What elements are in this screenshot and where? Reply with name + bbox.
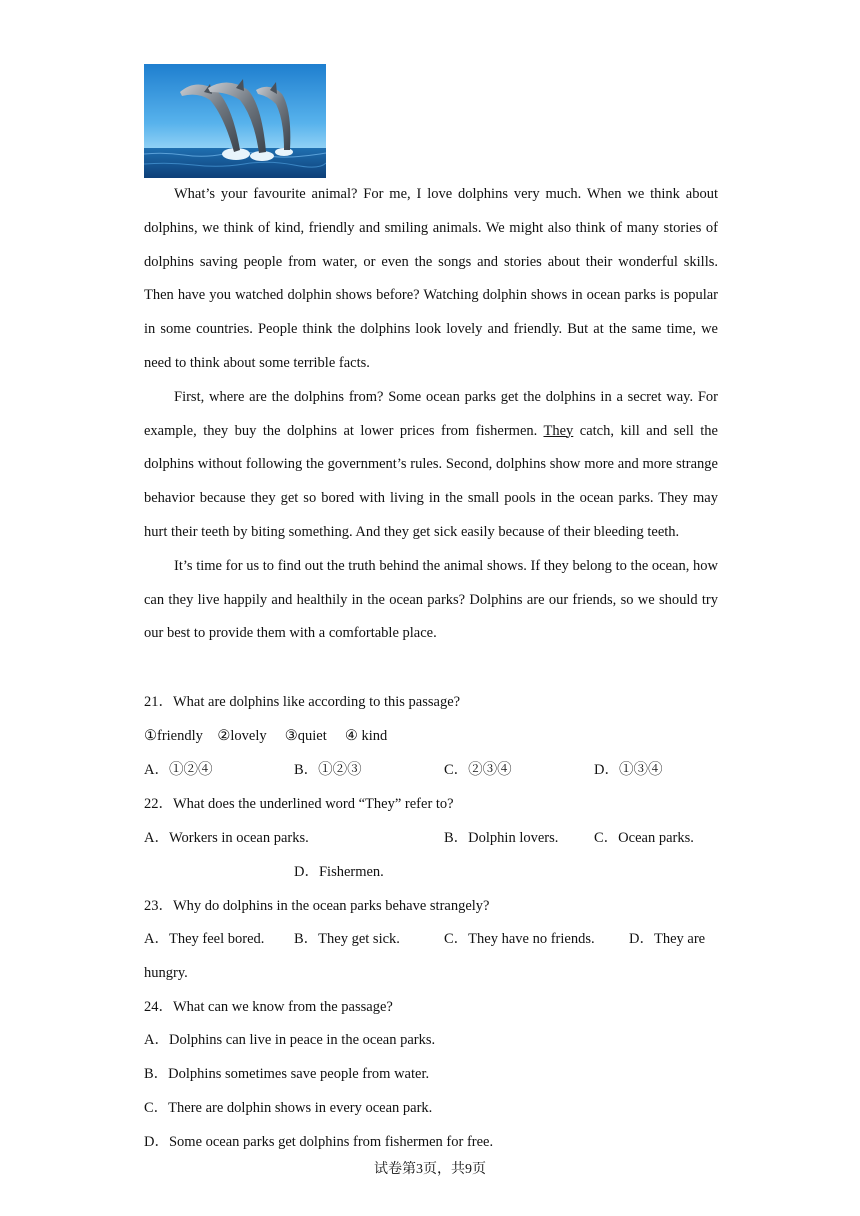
question-24-option-c[interactable]: C．There are dolphin shows in every ocean park. (144, 1100, 433, 1116)
dolphins-image (144, 64, 326, 178)
question-23-option-d-continued[interactable]: hungry. (144, 965, 188, 981)
passage-paragraph-3: It’s time for us to find out the truth behind the animal shows. If they belong to the ocean, how can they live happily and healthily in the ocean parks? Dolphins are our friends, so we should try our best to provide them with a comfortable place. (144, 557, 718, 642)
question-23-option-c[interactable]: C．They have no friends. (444, 931, 595, 947)
passage-paragraph-1: What’s your favourite animal? For me, I love dolphins very much. When we think about dolphins, we think of kind, friendly and smiling animals. We might also think of many stories of dolphins saving people from water, or even the songs and stories about their wonderful skills. Then have you watched dolphin shows before? Watching dolphin shows in ocean parks is popular in some countries. People think the dolphins look lovely and friendly. But at the same time, we need to think about some terrible facts. (144, 186, 718, 371)
passage-paragraph-2-part-2: catch, kill and sell the dolphins without following the government’s rules. Second, dolphins show more and more strange behavior because they get so bored with living in the small pools in the ocean parks. They may hurt their teeth by biting something. And they get sick easily because of their bleeding teeth. (144, 422, 718, 540)
question-21-option-a[interactable]: A．①②④ (144, 762, 213, 778)
question-22-option-d[interactable]: D．Fishermen. (294, 864, 384, 880)
question-24-option-d[interactable]: D．Some ocean parks get dolphins from fishermen for free. (144, 1134, 494, 1150)
question-21-items: ①friendly ②lovely ③quiet ④ kind (144, 728, 388, 744)
question-22-stem: 22．What does the underlined word “They” refer to? (144, 796, 454, 812)
page-footer: 试卷第3页，共9页 (374, 1162, 486, 1177)
passage-paragraph-2-part-1: First, where are the dolphins from? Some ocean parks get the dolphins in a secret way. For example, they buy the dolphins at lower prices from fishermen. (144, 388, 718, 439)
question-22-option-c[interactable]: C．Ocean parks. (594, 830, 694, 846)
question-21-option-d[interactable]: D．①③④ (594, 762, 663, 778)
question-21-stem: 21．What are dolphins like according to this passage? (144, 694, 461, 710)
question-24-option-b[interactable]: B．Dolphins sometimes save people from water. (144, 1066, 430, 1082)
question-23-option-a[interactable]: A．They feel bored. (144, 931, 265, 947)
underlined-word-they: They (543, 422, 574, 439)
passage-paragraph-2 (144, 381, 718, 550)
dolphins-photo (144, 64, 326, 178)
question-23-option-d[interactable]: D．They are (629, 931, 706, 947)
question-23-stem: 23．Why do dolphins in the ocean parks behave strangely? (144, 898, 490, 914)
question-24-stem: 24．What can we know from the passage? (144, 999, 393, 1015)
question-22-option-a[interactable]: A．Workers in ocean parks. (144, 830, 309, 846)
question-21-option-c[interactable]: C．②③④ (444, 762, 512, 778)
question-24-option-a[interactable]: A．Dolphins can live in peace in the ocean parks. (144, 1032, 436, 1048)
question-22-option-b[interactable]: B．Dolphin lovers. (444, 830, 559, 846)
question-23-option-b[interactable]: B．They get sick. (294, 931, 400, 947)
question-21-option-b[interactable]: B．①②③ (294, 762, 362, 778)
reading-passage (144, 178, 718, 651)
